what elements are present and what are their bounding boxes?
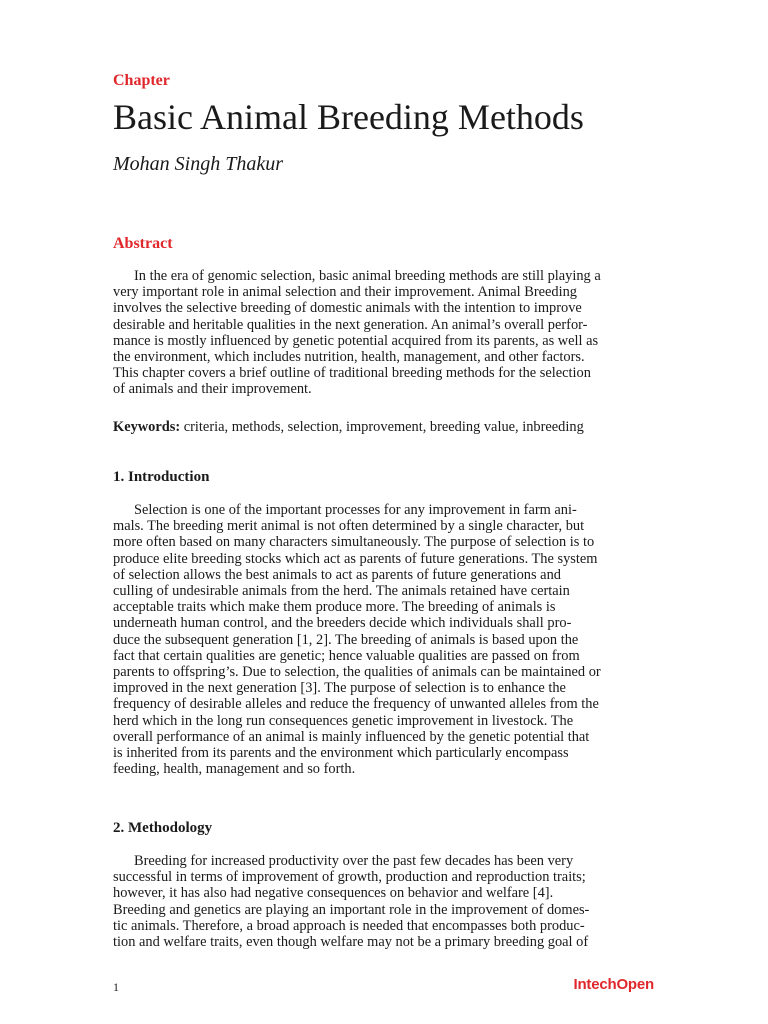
intro-line: duce the subsequent generation [1, 2]. The breeding of animals is based upon the bbox=[113, 631, 579, 648]
chapter-label: Chapter bbox=[113, 72, 170, 89]
intro-line: underneath human control, and the breeders decide which individuals shall pro- bbox=[113, 615, 572, 632]
page-title: Basic Animal Breeding Methods bbox=[113, 97, 584, 137]
page-number: 1 bbox=[113, 980, 119, 994]
intro-line: more often based on many characters simultaneously. The purpose of selection is to bbox=[113, 534, 595, 551]
intro-line: culling of undesirable animals from the herd. The animals retained have certain bbox=[113, 583, 570, 600]
abstract-line: desirable and heritable qualities in the next generation. An animal’s overall perfor- bbox=[113, 316, 588, 333]
intro-line: of selection allows the best animals to act as parents of future generations and bbox=[113, 566, 561, 583]
intro-line: overall performance of an animal is mainly influenced by the genetic potential that bbox=[113, 728, 590, 745]
intro-line: herd which in the long run consequences genetic improvement in livestock. The bbox=[113, 712, 574, 729]
abstract-paragraph bbox=[113, 268, 655, 398]
intro-line: frequency of desirable alleles and reduce the frequency of unwanted alleles from the bbox=[113, 696, 599, 713]
abstract-line: mance is mostly influenced by genetic potential acquired from its parents, as well as bbox=[113, 332, 599, 349]
abstract-heading: Abstract bbox=[113, 235, 173, 252]
intro-line: feeding, health, management and so forth. bbox=[113, 761, 356, 778]
keywords-label: Keywords: bbox=[113, 419, 181, 435]
keywords bbox=[113, 419, 584, 436]
intro-line: is inherited from its parents and the environment which particularly encompass bbox=[113, 745, 569, 762]
abstract-line: In the era of genomic selection, basic animal breeding methods are still playing a bbox=[134, 268, 601, 284]
publisher-logo: IntechOpen bbox=[573, 976, 654, 993]
intro-line: acceptable traits which make them produce more. The breeding of animals is bbox=[113, 599, 556, 616]
intro-line: produce elite breeding stocks which act as parents of future generations. The system bbox=[113, 550, 598, 567]
keywords-text: criteria, methods, selection, improvement, breeding value, inbreeding bbox=[180, 419, 584, 435]
methodology-line: tic animals. Therefore, a broad approach is needed that encompasses both produc- bbox=[113, 917, 585, 934]
methodology-paragraph bbox=[113, 853, 655, 950]
section-heading-introduction: 1. Introduction bbox=[113, 469, 210, 485]
intro-line: improved in the next generation [3]. The purpose of selection is to enhance the bbox=[113, 680, 566, 697]
methodology-line: successful in terms of improvement of growth, production and reproduction traits; bbox=[113, 869, 586, 886]
section-heading-methodology: 2. Methodology bbox=[113, 820, 213, 836]
abstract-line: very important role in animal selection and their improvement. Animal Breeding bbox=[113, 284, 577, 301]
intro-line: mals. The breeding merit animal is not often determined by a single character, but bbox=[113, 518, 585, 535]
methodology-line: tion and welfare traits, even though welfare may not be a primary breeding goal of bbox=[113, 934, 589, 951]
intro-line: parents to offspring’s. Due to selection, the qualities of animals can be maintained or bbox=[113, 664, 601, 681]
abstract-line: the environment, which includes nutrition, health, management, and other factors. bbox=[113, 349, 585, 366]
abstract-line: of animals and their improvement. bbox=[113, 381, 312, 398]
methodology-line: Breeding and genetics are playing an important role in the improvement of domes- bbox=[113, 901, 590, 918]
methodology-line: Breeding for increased productivity over the past few decades has been very bbox=[134, 853, 574, 869]
author-name: Mohan Singh Thakur bbox=[113, 153, 283, 175]
methodology-line: however, it has also had negative consequences on behavior and welfare [4]. bbox=[113, 885, 554, 902]
introduction-paragraph bbox=[113, 502, 655, 777]
abstract-line: involves the selective breeding of domestic animals with the intention to improve bbox=[113, 300, 582, 317]
abstract-line: This chapter covers a brief outline of traditional breeding methods for the selection bbox=[113, 365, 591, 382]
intro-line: Selection is one of the important processes for any improvement in farm ani- bbox=[134, 502, 577, 518]
intro-line: fact that certain qualities are genetic; hence valuable qualities are passed on from bbox=[113, 647, 580, 664]
